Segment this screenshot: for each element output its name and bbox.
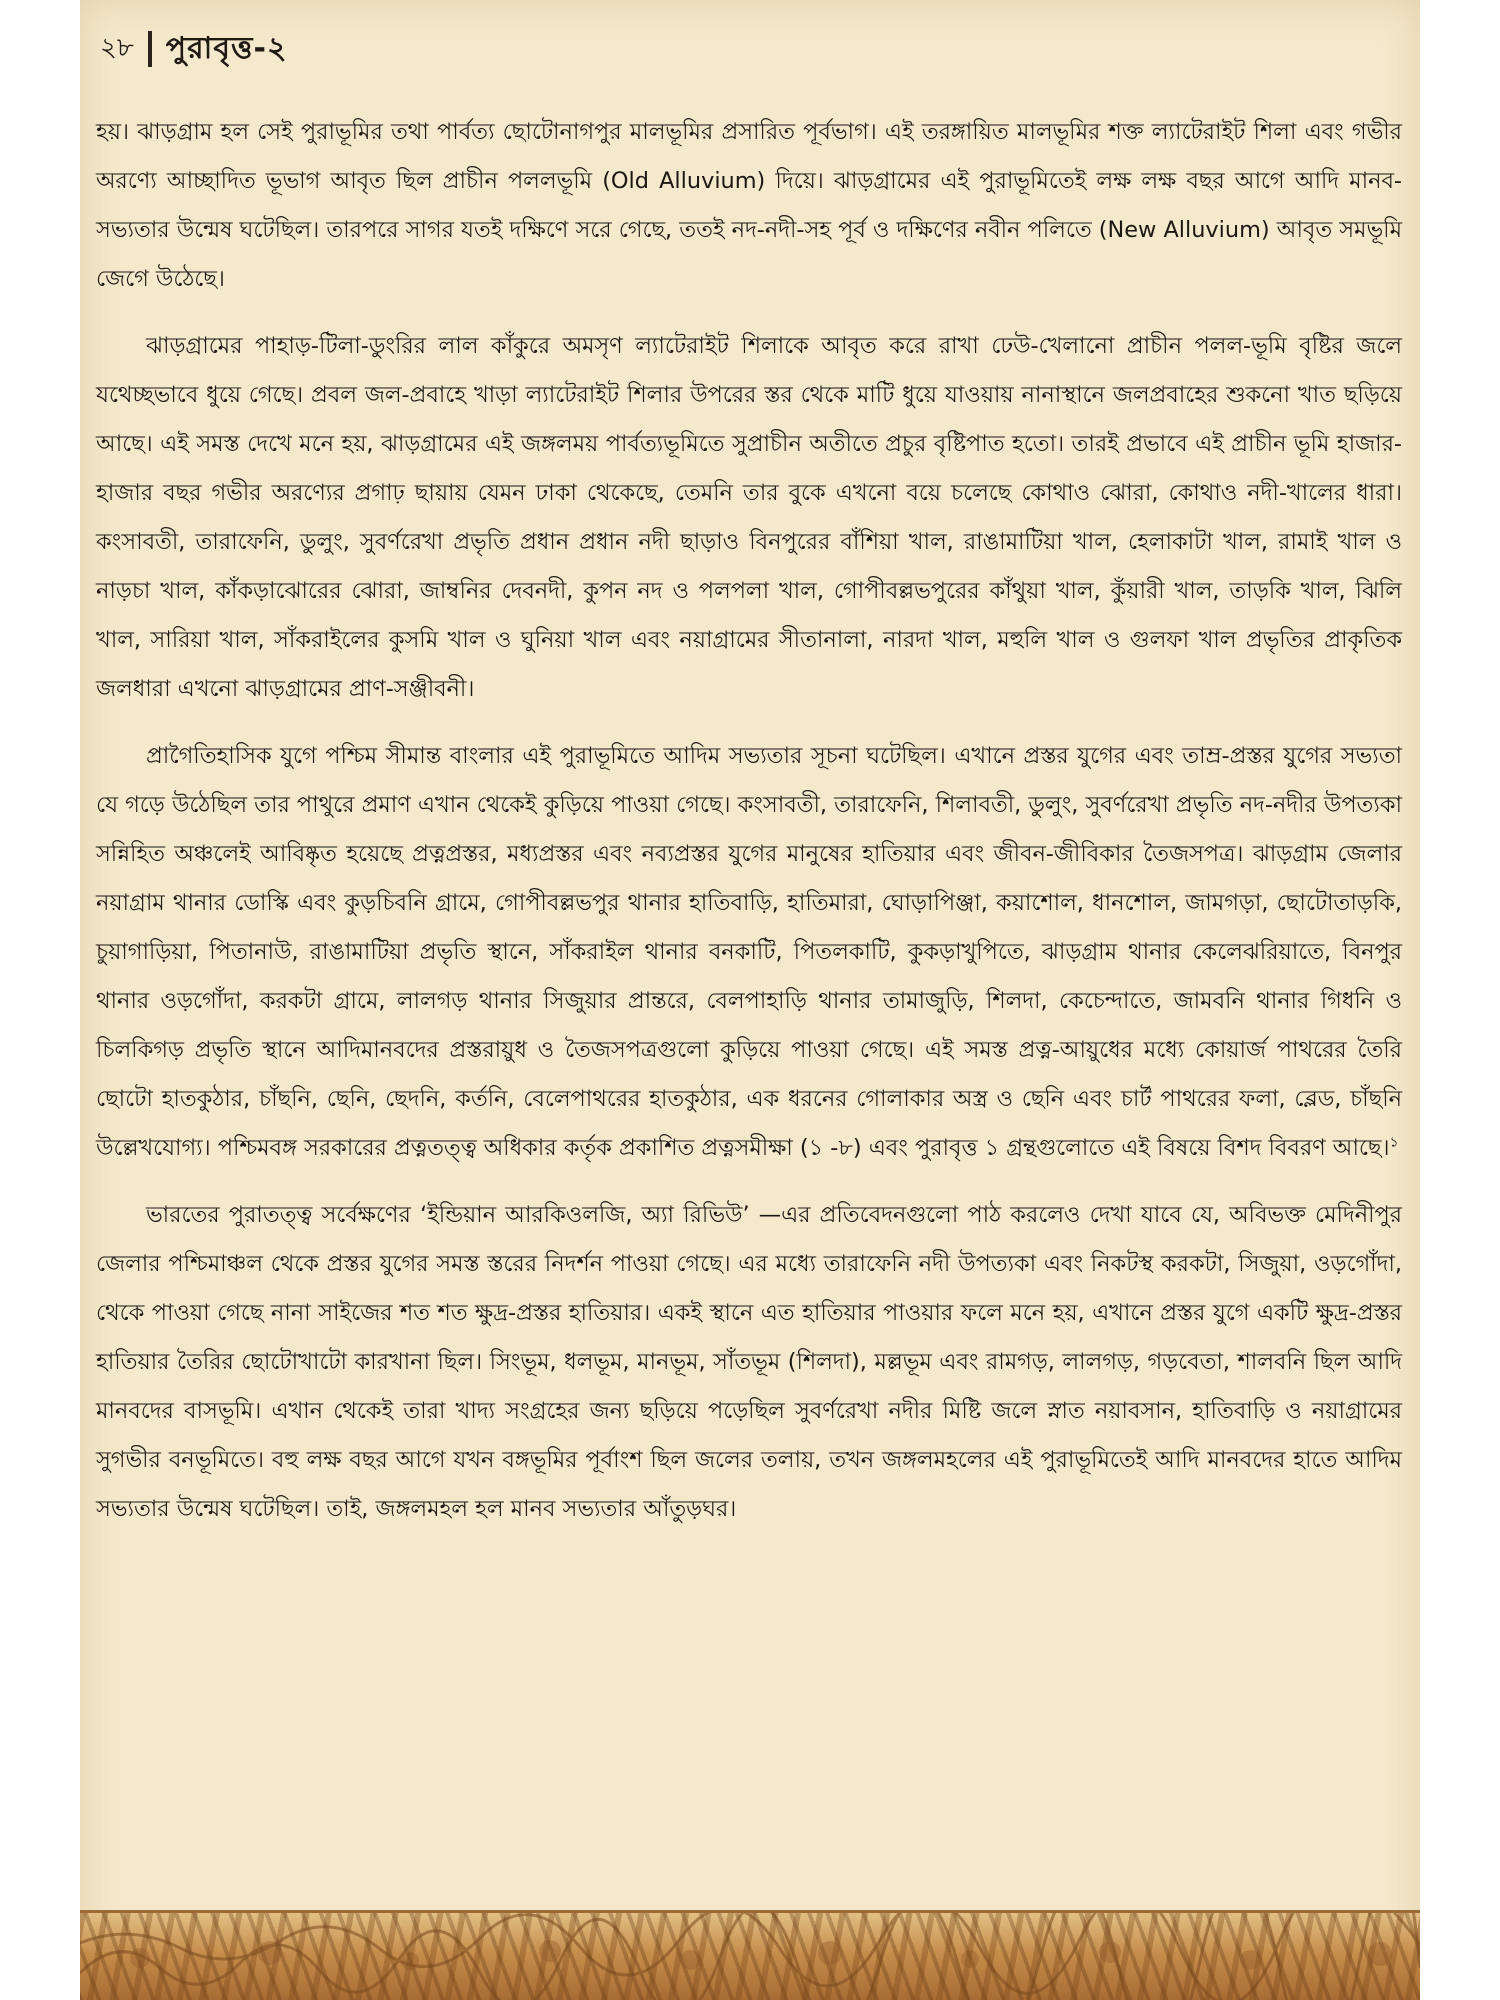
page-number: ২৮ <box>100 33 134 63</box>
terracotta-frieze-image <box>80 1910 1420 2000</box>
page-header <box>100 24 287 74</box>
paragraph-3-text: প্রাগৈতিহাসিক যুগে পশ্চিম সীমান্ত বাংলার এই পুরাভূমিতে আদিম সভ্যতার সূচনা ঘটেছিল। এখানে প্রস্তর যুগের এবং তাম্র-প্রস্তর যুগের সভ্যতা যে গড়ে উঠেছিল তার পাথুরে প্রমাণ এখান থেকেই কুড়িয়ে পাওয়া গেছে। কংসাবতী, তারাফেনি, শিলাবতী, ডুলুং, সুবর্ণরেখা প্রভৃতি নদ-নদীর উপত্যকা সন্নিহিত অঞ্চলেই আবিষ্কৃত হয়েছে প্রত্নপ্রস্তর, মধ্যপ্রস্তর এবং নব্যপ্রস্তর যুগের মানুষের হাতিয়ার এবং জীবন-জীবিকার তৈজসপত্র। ঝাড়গ্রাম জেলার নয়াগ্রাম থানার ডোস্কি এবং কুড়চিবনি গ্রামে, গোপীবল্লভপুর থানার হাতিবাড়ি, হাতিমারা, ঘোড়াপিঞ্জা, কয়াশোল, ধানশোল, জামগড়া, ছোটোতাড়কি, চুয়াগাড়িয়া, পিতানাউ, রাঙামাটিয়া প্রভৃতি স্থানে, সাঁকরাইল থানার বনকাটি, পিতলকাটি, কুকড়াখুপিতে, ঝাড়গ্রাম থানার কেলেঝরিয়াতে, বিনপুর থানার ওড়গোঁদা, করকটা গ্রামে, লালগড় থানার সিজুয়ার প্রান্তরে, বেলপাহাড়ি থানার তামাজুড়ি, শিলদা, কেচেন্দাতে, জামবনি থানার গিধনি ও চিলকিগড় প্রভৃতি স্থানে আদিমানবদের প্রস্তরায়ুধ ও তৈজসপত্রগুলো কুড়িয়ে পাওয়া গেছে। এই সমস্ত প্রত্ন-আয়ুধের মধ্যে কোয়ার্জ পাথরের তৈরি ছোটো হাতকুঠার, চাঁছনি, ছেনি, ছেদনি, কর্তনি, বেলেপাথরের হাতকুঠার, এক ধরনের গোলাকার অস্ত্র ও ছেনি এবং চার্ট পাথরের ফলা, ব্লেড, চাঁছনি উল্লেখযোগ্য। পশ্চিমবঙ্গ সরকারের প্রত্নতত্ত্ব অধিকার কর্তৃক প্রকাশিত প্রত্নসমীক্ষা (১ -৮) এবং পুরাবৃত্ত ১ গ্রন্থগুলোতে এই বিষয়ে বিশদ বিবরণ আছে। <box>96 743 1402 1161</box>
book-title: পুরাবৃত্ত-২ <box>165 30 288 66</box>
header-divider <box>148 31 152 67</box>
frieze-ornament <box>80 1913 1420 2000</box>
footnote-reference[interactable]: ১ <box>1389 1134 1399 1151</box>
paragraph-2: ঝাড়গ্রামের পাহাড়-টিলা-ডুংরির লাল কাঁকুরে অমসৃণ ল্যাটেরাইট শিলাকে আবৃত করে রাখা ঢেউ-খেলানো প্রাচীন পলল-ভূমি বৃষ্টির জলে যথেচ্ছভাবে ধুয়ে গেছে। প্রবল জল-প্রবাহে খাড়া ল্যাটেরাইট শিলার উপরের স্তর থেকে মাটি ধুয়ে যাওয়ায় নানাস্থানে জলপ্রবাহের শুকনো খাত ছড়িয়ে আছে। এই সমস্ত দেখে মনে হয়, ঝাড়গ্রামের এই জঙ্গলময় পার্বত্যভূমিতে সুপ্রাচীন অতীতে প্রচুর বৃষ্টিপাত হতো। তারই প্রভাবে এই প্রাচীন ভূমি হাজার-হাজার বছর গভীর অরণ্যের প্রগাঢ় ছায়ায় যেমন ঢাকা থেকেছে, তেমনি তার বুকে এখনো বয়ে চলেছে কোথাও ঝোরা, কোথাও নদী-খালের ধারা। কংসাবতী, তারাফেনি, ডুলুং, সুবর্ণরেখা প্রভৃতি প্রধান প্রধান নদী ছাড়াও বিনপুরের বাঁশিয়া খাল, রাঙামাটিয়া খাল, হেলাকাটা খাল, রামাই খাল ও নাড়চা খাল, কাঁকড়াঝোরের ঝোরা, জাম্বনির দেবনদী, কুপন নদ ও পলপলা খাল, গোপীবল্লভপুরের কাঁথুয়া খাল, কুঁয়ারী খাল, তাড়কি খাল, ঝিলি খাল, সারিয়া খাল, সাঁকরাইলের কুসমি খাল ও ঘুনিয়া খাল এবং নয়াগ্রামের সীতানালা, নারদা খাল, মহুলি খাল ও গুলফা খাল প্রভৃতির প্রাকৃতিক জলধারা এখনো ঝাড়গ্রামের প্রাণ-সঞ্জীবনী। <box>96 333 1402 702</box>
paragraph-3 <box>96 732 1402 1173</box>
page-body <box>96 108 1402 1552</box>
paragraph-4: ভারতের পুরাতত্ত্ব সর্বেক্ষণের ‘ইন্ডিয়ান আরকিওলজি, অ্যা রিভিউ’ —এর প্রতিবেদনগুলো পাঠ করলেও দেখা যাবে যে, অবিভক্ত মেদিনীপুর জেলার পশ্চিমাঞ্চল থেকে প্রস্তর যুগের সমস্ত স্তরের নিদর্শন পাওয়া গেছে। এর মধ্যে তারাফেনি নদী উপত্যকা এবং নিকটস্থ করকটা, সিজুয়া, ওড়গোঁদা, থেকে পাওয়া গেছে নানা সাইজের শত শত ক্ষুদ্র-প্রস্তর হাতিয়ার। একই স্থানে এত হাতিয়ার পাওয়ার ফলে মনে হয়, এখানে প্রস্তর যুগে একটি ক্ষুদ্র-প্রস্তর হাতিয়ার তৈরির ছোটোখাটো কারখানা ছিল। সিংভূম, ধলভূম, মানভূম, সাঁতভূম (শিলদা), মল্লভূম এবং রামগড়, লালগড়, গড়বেতা, শালবনি ছিল আদি মানবদের বাসভূমি। এখান থেকেই তারা খাদ্য সংগ্রহের জন্য ছড়িয়ে পড়েছিল সুবর্ণরেখা নদীর মিষ্টি জলে স্নাত নয়াবসান, হাতিবাড়ি ও নয়াগ্রামের সুগভীর বনভূমিতে। বহু লক্ষ বছর আগে যখন বঙ্গভূমির পূর্বাংশ ছিল জলের তলায়, তখন জঙ্গলমহলের এই পুরাভূমিতেই আদি মানবদের হাতে আদিম সভ্যতার উন্মেষ ঘটেছিল। তাই, জঙ্গলমহল হল মানব সভ্যতার আঁতুড়ঘর। <box>96 1202 1402 1522</box>
book-page <box>80 0 1420 2000</box>
paragraph-1: হয়। ঝাড়গ্রাম হল সেই পুরাভূমির তথা পার্বত্য ছোটোনাগপুর মালভূমির প্রসারিত পূর্বভাগ। এই তরঙ্গায়িত মালভূমির শক্ত ল্যাটেরাইট শিলা এবং গভীর অরণ্যে আচ্ছাদিত ভূভাগ আবৃত ছিল প্রাচীন পললভূমি (Old Alluvium) দিয়ে। ঝাড়গ্রামের এই পুরাভূমিতেই লক্ষ লক্ষ বছর আগে আদি মানব-সভ্যতার উন্মেষ ঘটেছিল। তারপরে সাগর যতই দক্ষিণে সরে গেছে, ততই নদ-নদী-সহ পূর্ব ও দক্ষিণের নবীন পলিতে (New Alluvium) আবৃত সমভূমি জেগে উঠেছে। <box>96 119 1402 292</box>
